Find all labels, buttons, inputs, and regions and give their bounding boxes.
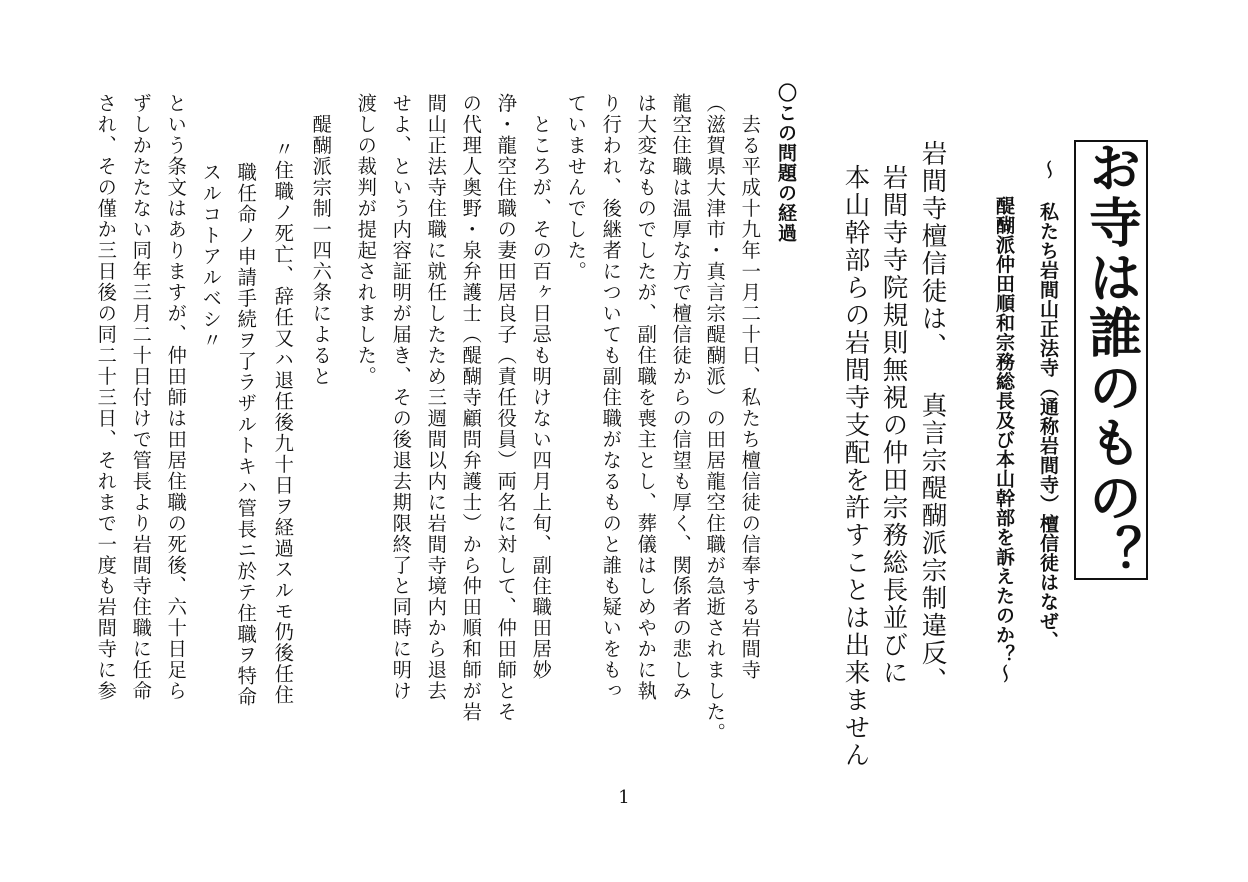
lead-line-2: 岩間寺寺院規則無視の仲田宗務総長並びに [878, 164, 909, 687]
section-heading: 〇この問題の経過 [775, 83, 797, 243]
body-line: 醍醐派宗制一四六条によると [309, 114, 333, 387]
page-number: 1 [618, 787, 630, 808]
body-line: ずしかたたない同年三月二十日付けで管長より岩間寺住職に任命 [129, 93, 153, 702]
subtitle-line-1: ～ 私たち岩間山正法寺（通称岩間寺）檀信徒はなぜ、 [1037, 160, 1059, 651]
body-line: され、その僅か三日後の同二十三日、それまで一度も岩間寺に参 [94, 93, 118, 702]
body-line: という条文はありますが、仲田師は田居住職の死後、六十日足ら [164, 93, 188, 702]
body-line: 間山正法寺住職に就任したため三週間以内に岩間寺境内から退去 [424, 93, 448, 702]
body-line: り行われ、後継者についても副住職がなるものと誰も疑いをもっ [599, 93, 623, 702]
body-line: スルコトアルベシ〃 [199, 162, 223, 351]
subtitle-line-2: 醍醐派仲田順和宗務総長及び本山幹部を訴えたのか？～ [993, 196, 1015, 684]
body-line: の代理人奥野・泉弁護士（醍醐寺顧問弁護士）から仲田順和師が岩 [459, 93, 483, 723]
lead-line-3: 本山幹部らの岩間寺支配を許すことは出来ません [840, 164, 871, 769]
body-line: 渡しの裁判が提起されました。 [354, 93, 378, 387]
body-line: 〃住職ノ死亡、辞任又ハ退任後九十日ヲ経過スルモ仍後任住 [271, 139, 295, 706]
body-line: ところが、その百ヶ日忌も明けない四月上旬、副住職田居妙 [529, 114, 553, 681]
body-line: は大変なものでしたが、副住職を喪主とし、葬儀はしめやかに執 [634, 93, 658, 702]
body-line: ていませんでした。 [564, 93, 588, 282]
title-box [1074, 140, 1148, 580]
body-line: （滋賀県大津市・真言宗醍醐派）の田居龍空住職が急逝されました。 [703, 93, 727, 744]
body-line: 職任命ノ申請手続ヲ了ラザルトキハ管長ニ於テ住職ヲ特命 [234, 162, 258, 708]
lead-line-1: 岩間寺檀信徒は、 真言宗醍醐派宗制違反、 [917, 140, 948, 695]
page-title: お寺は誰のもの？ [1080, 140, 1142, 580]
body-line: せよ、という内容証明が届き、その後退去期限終了と同時に明け [389, 93, 413, 702]
body-line: 龍空住職は温厚な方で檀信徒からの信望も厚く、関係者の悲しみ [669, 93, 693, 702]
body-line: 浄・龍空住職の妻田居良子（責任役員）両名に対して、仲田師とそ [494, 93, 518, 723]
body-line: 去る平成十九年一月二十日、私たち檀信徒の信奉する岩間寺 [738, 114, 762, 681]
